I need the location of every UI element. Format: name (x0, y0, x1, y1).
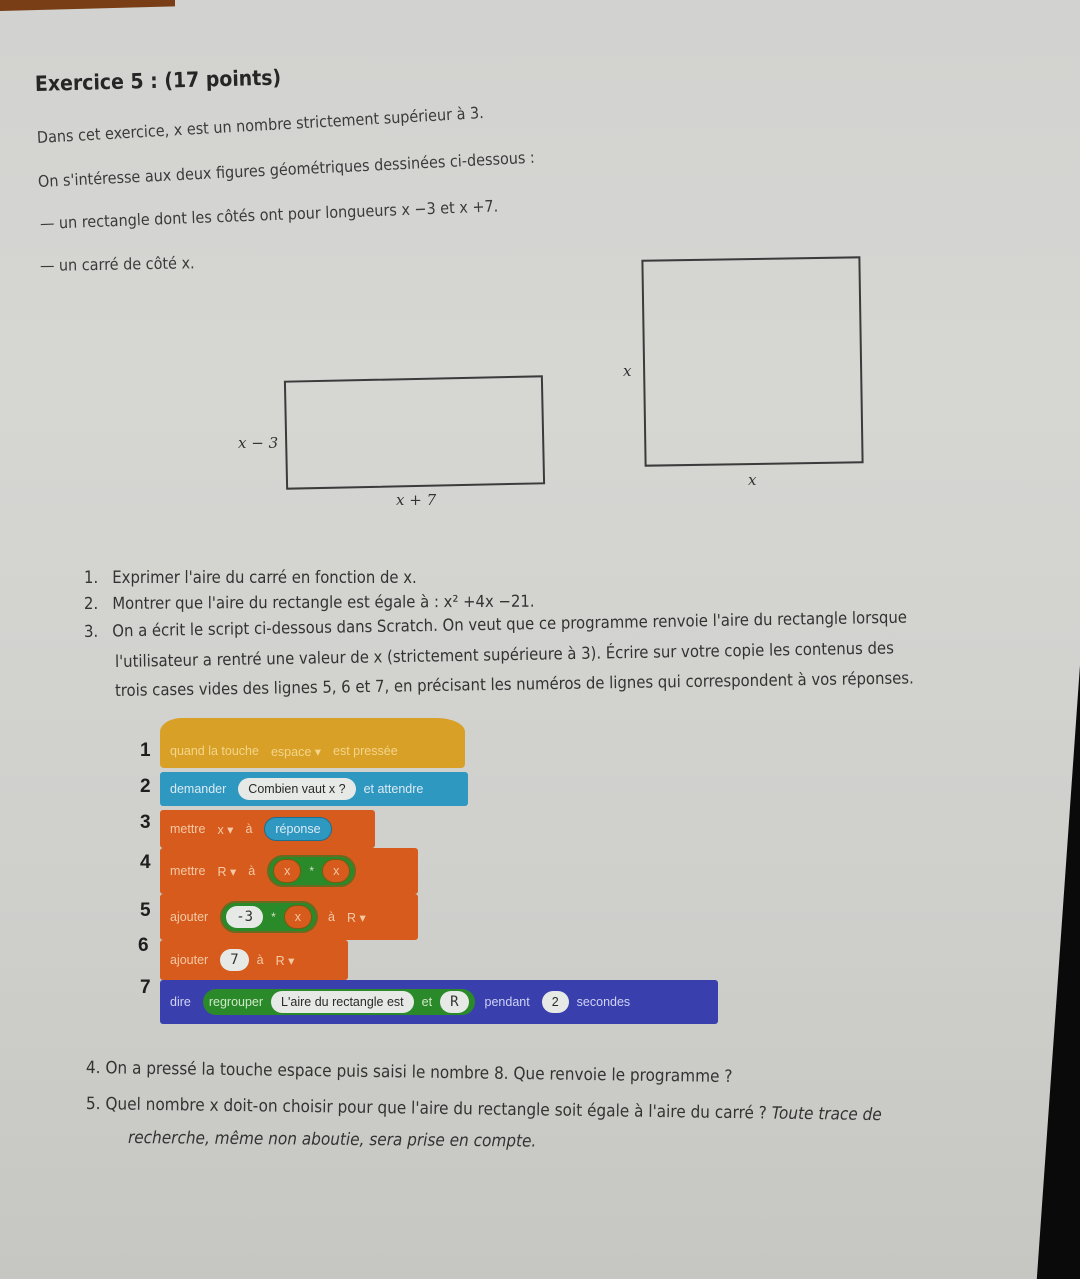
block-label: à (256, 953, 264, 967)
variable-dropdown[interactable]: R ▾ (217, 864, 237, 879)
intro-line-3: — un rectangle dont les côtés ont pour longueurs x −3 et x +7. (39, 196, 499, 233)
question-number: 3. (83, 621, 99, 641)
line-number: 2 (140, 776, 151, 797)
operator-symbol: * (271, 910, 276, 924)
block-label: et (421, 995, 433, 1009)
x-reporter[interactable]: x (322, 859, 350, 883)
handwritten-input[interactable]: 7 (220, 949, 248, 971)
question-input[interactable]: Combien vaut x ? (238, 778, 355, 800)
exercise-title: Exercice 5 : (17 points) (34, 65, 282, 96)
intro-line-2: On s'intéresse aux deux figures géométriques dessinées ci-dessous : (37, 147, 536, 191)
multiply-operator[interactable] (220, 901, 318, 933)
block-label: mettre (170, 864, 206, 878)
intro-line-4: — un carré de côté x. (39, 253, 195, 275)
question-text: On a pressé la touche espace puis saisi le nombre 8. Que renvoie le programme ? (105, 1058, 733, 1088)
block-change-r-by-product[interactable] (160, 894, 418, 940)
variable-dropdown[interactable]: R ▾ (346, 910, 366, 925)
question-text: Exprimer l'aire du carré en fonction de x. (112, 568, 417, 587)
question-4 (86, 1058, 733, 1087)
question-number: 2. (83, 593, 99, 613)
line-number: 6 (138, 935, 149, 956)
scratch-script (135, 715, 735, 1035)
line-number: 5 (140, 900, 151, 921)
question-2 (84, 592, 535, 613)
block-label: regrouper (208, 995, 264, 1009)
block-label: à (248, 864, 256, 878)
key-dropdown[interactable]: espace ▾ (270, 744, 322, 759)
x-reporter[interactable]: x (284, 905, 312, 929)
multiply-operator[interactable] (267, 855, 356, 887)
block-label: ajouter (170, 953, 209, 967)
block-label: est pressée (333, 744, 398, 758)
block-set-r[interactable] (160, 848, 418, 894)
operator-symbol: * (309, 864, 315, 878)
block-label: quand la touche (170, 744, 259, 758)
line-number: 7 (140, 977, 151, 998)
text-input[interactable]: L'aire du rectangle est (271, 991, 414, 1013)
variable-dropdown[interactable]: R ▾ (275, 953, 295, 968)
block-label: mettre (170, 822, 206, 836)
block-label: pendant (484, 995, 530, 1009)
block-say-for-seconds[interactable] (160, 980, 718, 1024)
block-ask-and-wait[interactable] (160, 772, 468, 806)
question-number: 5. (85, 1094, 101, 1115)
question-number: 1. (84, 568, 99, 587)
block-label: à (328, 910, 335, 924)
handwritten-input[interactable]: R (440, 991, 468, 1013)
square-bottom-label: x (748, 471, 757, 489)
question-1 (84, 568, 417, 587)
answer-reporter[interactable]: réponse (264, 817, 331, 841)
question-3-line-2: l'utilisateur a rentré une valeur de x (strictement supérieure à 3). Écrire sur votre copie les contenus des (114, 638, 895, 671)
line-number: 1 (140, 740, 151, 761)
rectangle-bottom-label: x + 7 (396, 491, 437, 509)
block-set-x[interactable] (160, 810, 375, 848)
block-label: ajouter (170, 910, 209, 924)
seconds-input[interactable]: 2 (542, 991, 569, 1013)
block-label: à (245, 822, 253, 836)
square-figure (641, 256, 863, 466)
question-5-note-line-2: recherche, même non aboutie, sera prise en compte. (127, 1128, 537, 1152)
question-3-line-3: trois cases vides des lignes 5, 6 et 7, en précisant les numéros de lignes qui correspondent à vos réponses. (114, 668, 914, 700)
join-operator[interactable] (203, 989, 475, 1015)
rectangle-side-label: x − 3 (238, 434, 279, 452)
rectangle-figure (284, 375, 545, 489)
question-3 (84, 608, 907, 641)
question-text: Quel nombre x doit-on choisir pour que l'aire du rectangle soit égale à l'aire du carré ? (105, 1094, 768, 1124)
question-5 (86, 1094, 882, 1125)
block-label: et attendre (363, 782, 424, 796)
question-number: 4. (85, 1058, 101, 1079)
intro-line-1: Dans cet exercice, x est un nombre strictement supérieur à 3. (36, 103, 485, 147)
variable-dropdown[interactable]: x ▾ (217, 822, 234, 837)
x-reporter[interactable]: x (273, 859, 301, 883)
block-when-key-pressed[interactable] (160, 718, 465, 768)
square-side-label: x (623, 362, 632, 380)
block-change-r-by-constant[interactable] (160, 940, 348, 980)
question-text: Montrer que l'aire du rectangle est égale à : x² +4x −21. (112, 591, 535, 613)
line-number: 4 (140, 852, 151, 873)
block-label: secondes (576, 995, 631, 1009)
question-text: On a écrit le script ci-dessous dans Scratch. On veut que ce programme renvoie l'aire du rectangle lorsque (112, 607, 908, 641)
block-label: demander (170, 782, 227, 796)
question-note: Toute trace de (771, 1103, 882, 1126)
handwritten-input[interactable]: -3 (226, 906, 263, 928)
line-number: 3 (140, 812, 151, 833)
block-label: dire (170, 995, 191, 1009)
